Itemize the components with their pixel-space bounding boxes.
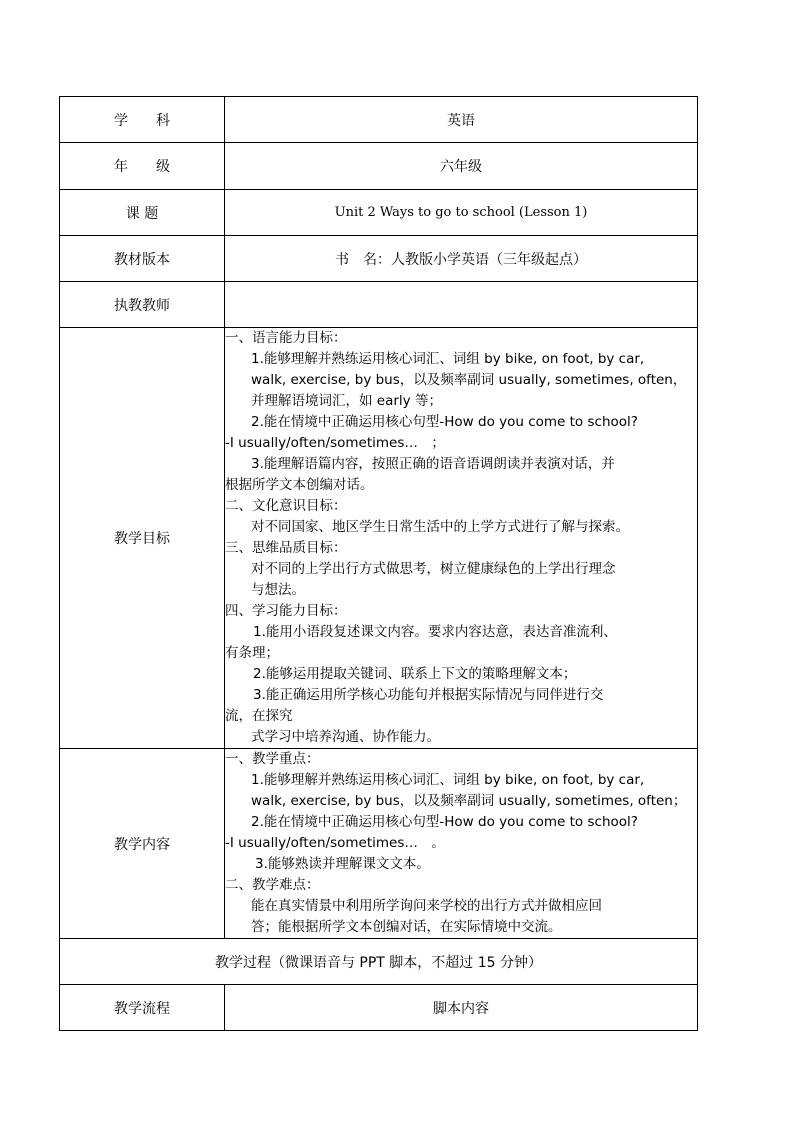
teacher-value (225, 282, 698, 328)
objectives-line: 1.能够理解并熟练运用核心词汇、词组 by bike, on foot, by car, (251, 351, 645, 367)
objectives-line: 与想法。 (251, 582, 305, 598)
row-process (60, 939, 698, 985)
row-objectives (60, 328, 698, 749)
objectives-line: -I usually/often/sometimes… ； (225, 435, 445, 451)
objectives-line: walk, exercise, by bus，以及频率副词 usually, sometimes, often， (251, 372, 687, 388)
objectives-line: 1.能用小语段复述课文内容。要求内容达意，表达音准流利、 (253, 624, 617, 640)
content-line: 一、教学重点： (225, 751, 320, 767)
teacher-label: 执教教师 (60, 282, 225, 328)
row-flow (60, 985, 698, 1031)
content-line: 二、教学难点： (225, 877, 320, 893)
objectives-line: 式学习中培养沟通、协作能力。 (251, 729, 440, 745)
textbook-value: 书 名：人教版小学英语（三年级起点） (225, 236, 698, 282)
objectives-line: 3.能理解语篇内容，按照正确的语音语调朗读并表演对话，并 (251, 456, 615, 472)
objectives-line: 并理解语境词汇，如 early 等； (251, 393, 442, 409)
grade-label: 年 级 (60, 143, 225, 190)
objectives-line: 2.能在情境中正确运用核心句型-How do you come to school? (251, 414, 638, 430)
content-line: 答；能根据所学文本创编对话，在实际情境中交流。 (251, 919, 562, 935)
subject-label: 学 科 (60, 97, 225, 143)
row-teacher (60, 282, 698, 328)
content-line: 1.能够理解并熟练运用核心词汇、词组 by bike, on foot, by car, (251, 772, 645, 788)
row-textbook (60, 236, 698, 282)
objectives-line: 三、思维品质目标： (225, 540, 347, 556)
objectives-line: 有条理； (225, 645, 279, 661)
row-grade (60, 143, 698, 190)
objectives-label: 教学目标 (60, 328, 225, 749)
objectives-line: 流，在探究 (225, 708, 293, 724)
topic-value: Unit 2 Ways to go to school (Lesson 1) (225, 190, 698, 236)
row-subject (60, 97, 698, 143)
objectives-line: 2.能够运用提取关键词、联系上下文的策略理解文本； (253, 666, 577, 682)
objectives-line: 对不同国家、地区学生日常生活中的上学方式进行了解与探索。 (251, 519, 629, 535)
objectives-content (225, 328, 698, 749)
row-topic (60, 190, 698, 236)
content-line: 能在真实情景中利用所学询问来学校的出行方式并做相应回 (251, 898, 602, 914)
objectives-line: 根据所学文本创编对话。 (225, 477, 374, 493)
grade-value: 六年级 (225, 143, 698, 190)
content-line: 2.能在情境中正确运用核心句型-How do you come to school? (251, 814, 638, 830)
content-line: 3.能够熟读并理解课文文本。 (255, 856, 430, 872)
topic-label: 课 题 (60, 190, 225, 236)
objectives-line: 对不同的上学出行方式做思考，树立健康绿色的上学出行理念 (251, 561, 616, 577)
lesson-plan-table (59, 96, 698, 1031)
content-label: 教学内容 (60, 749, 225, 939)
process-header: 教学过程（微课语音与 PPT 脚本，不超过 15 分钟） (60, 939, 698, 985)
content-line: -I usually/often/sometimes… 。 (225, 835, 445, 851)
content-content (225, 749, 698, 939)
textbook-label: 教材版本 (60, 236, 225, 282)
objectives-line: 3.能正确运用所学核心功能句并根据实际情况与同伴进行交 (253, 687, 604, 703)
objectives-line: 二、文化意识目标： (225, 498, 347, 514)
flow-label: 教学流程 (60, 985, 225, 1031)
row-content (60, 749, 698, 939)
subject-value: 英语 (225, 97, 698, 143)
content-line: walk, exercise, by bus，以及频率副词 usually, sometimes, often； (251, 793, 687, 809)
objectives-line: 四、学习能力目标： (225, 603, 347, 619)
flow-value: 脚本内容 (225, 985, 698, 1031)
objectives-line: 一、语言能力目标： (225, 330, 347, 346)
